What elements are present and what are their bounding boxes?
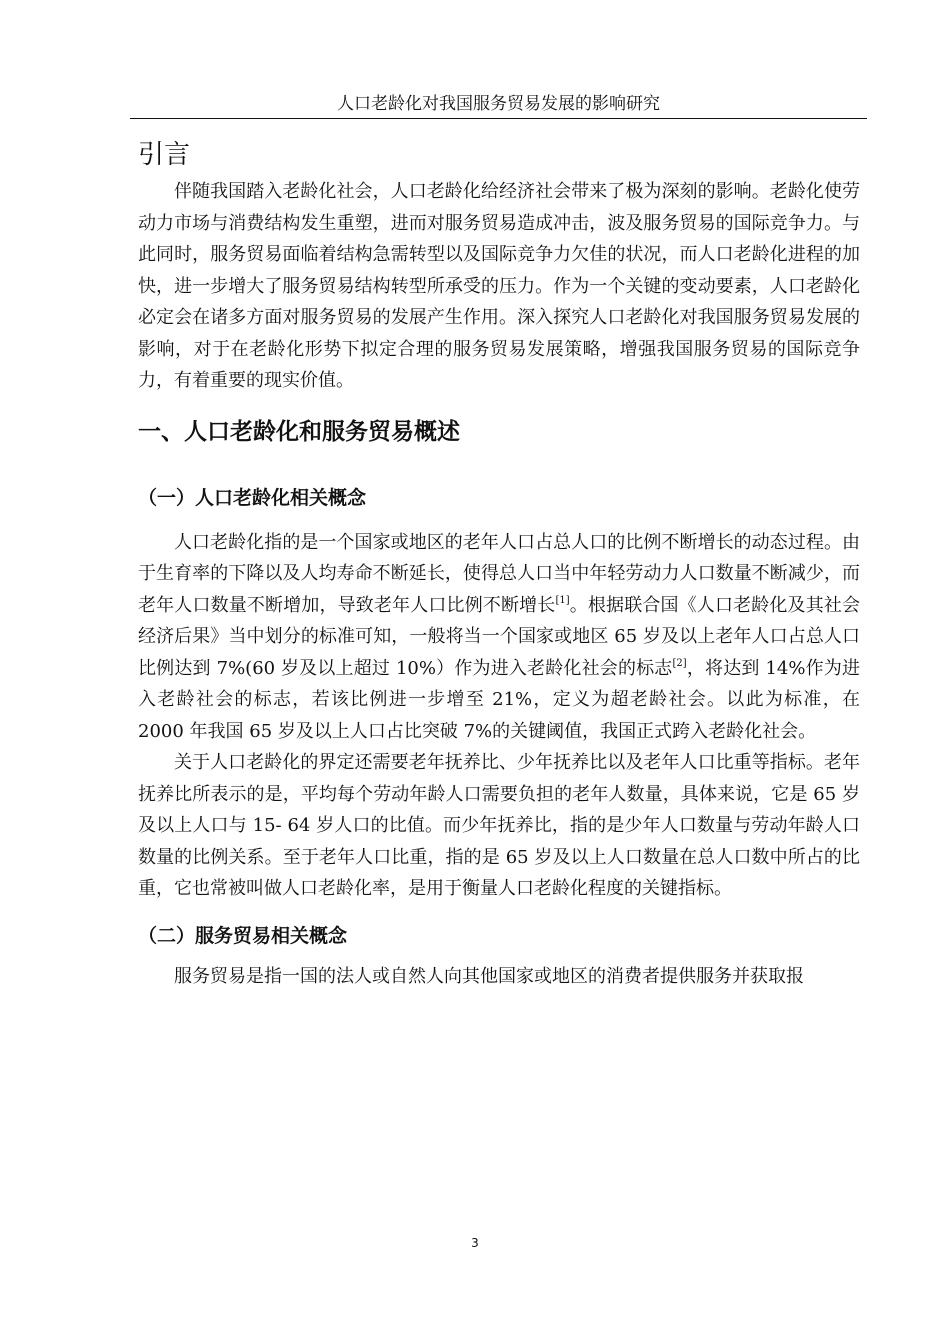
running-title: 人口老龄化对我国服务贸易发展的影响研究 xyxy=(337,94,660,114)
intro-heading: 引言 xyxy=(138,140,191,170)
intro-paragraph: 伴随我国踏入老龄化社会，人口老龄化给经济社会带来了极为深刻的影响。老龄化使劳动力市场与消费结构发生重塑，进而对服务贸易造成冲击，波及服务贸易的国际竞争力。与此同时，服务贸易面临着结构急需转型以及国际竞争力欠佳的状况，而人口老龄化进程的加快，进一步增大了服务贸易结构转型所承受的压力。作为一个关键的变动要素，人口老龄化必定会在诸多方面对服务贸易的发展产生作用。深入探究人口老龄化对我国服务贸易发展的影响，对于在老龄化形势下拟定合理的服务贸易发展策略，增强我国服务贸易的国际竞争力，有着重要的现实价值。 xyxy=(138,181,860,391)
section-1-heading: 一、人口老龄化和服务贸易概述 xyxy=(138,418,460,445)
subsection-1-paragraph-1 xyxy=(138,527,860,748)
subsection-1-paragraph-2: 关于人口老龄化的界定还需要老年抚养比、少年抚养比以及老年人口比重等指标。老年抚养比所表示的是，平均每个劳动年龄人口需要负担的老年人数量，具体来说，它是 65 岁及以上人口与 15- 64 岁人口的比值。而少年抚养比，指的是少年人口数量与劳动年龄人口数量的比例关系。至于老年人口比重，指的是 65 岁及以上人口数量在总人口数中所占的比重，它也常被叫做人口老龄化率，是用于衡量人口老龄化程度的关键指标。 xyxy=(138,752,860,899)
subsection-2-heading: （二）服务贸易相关概念 xyxy=(138,924,348,947)
page-header xyxy=(130,92,867,119)
document-body xyxy=(138,138,860,992)
page-number: 3 xyxy=(471,1236,479,1250)
text-run: ，将达到 14%作为进入老龄社会的标志，若该比例进一步增至 21%，定义为超老龄社会。以此为标准，在 2000 年我国 65 岁及以上人口占比突破 7%的关键阈值，我国正式跨入老龄化社会。 xyxy=(138,657,860,742)
subsection-1-heading: （一）人口老龄化相关概念 xyxy=(138,486,367,509)
citation-2: [2] xyxy=(672,657,687,669)
text-run: 人口老龄化指的是一个国家或地区的老年人口占总人口的比例不断增长的动态过程。由于生育率的下降以及人均寿命不断延长，使得总人口当中年轻劳动力人口数量不断减少，而老年人口数量不断增加，导致老年人口比例不断增长 xyxy=(138,531,860,616)
text-run: 。根据联合国《人口老龄化及其社会经济后果》当中划分的标准可知，一般将当一个国家或地区 65 岁及以上老年人口占总人口比例达到 7%(60 岁及以上超过 10%）作为进入老龄化社会的标志 xyxy=(138,594,860,679)
citation-1: [1] xyxy=(555,594,570,606)
subsection-2-paragraph-1: 服务贸易是指一国的法人或自然人向其他国家或地区的消费者提供服务并获取报 xyxy=(174,965,804,987)
